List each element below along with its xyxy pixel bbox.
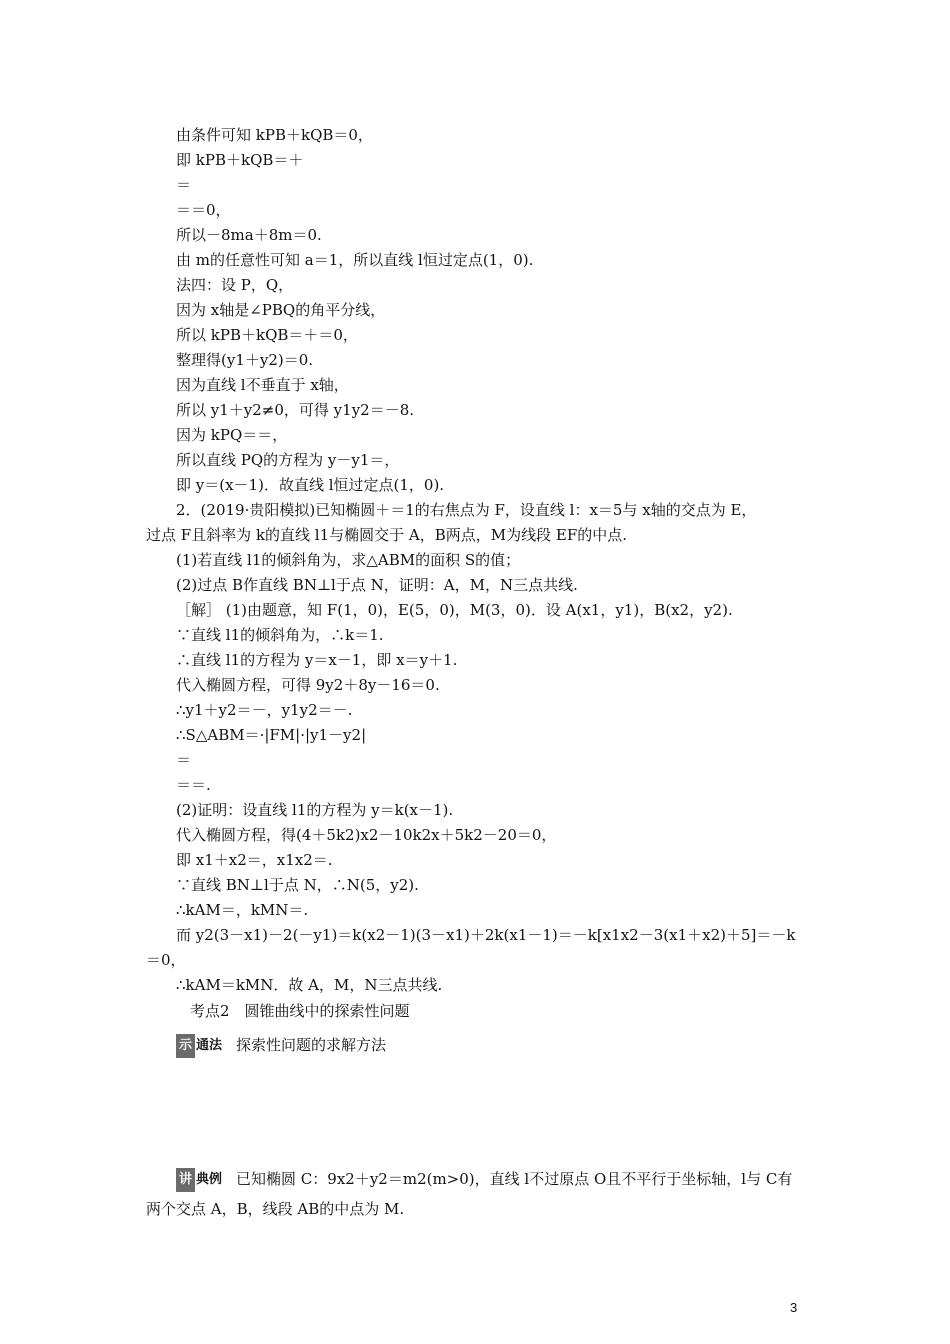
example-mark-box: 讲 [176,1168,195,1192]
method-mark-rest: 通法 [196,1038,223,1053]
solution-line: (2)证明：设直线 l1的方程为 y＝k(x－1). [176,801,454,819]
text-line: 所以直线 PQ的方程为 y－y1＝， [176,451,400,469]
problem-line: 2．(2019·贵阳模拟)已知椭圆＋＝1的右焦点为 F，设直线 l：x＝5与 x轴的交点为 E， [176,501,757,519]
text-line: 法四：设 P，Q， [176,276,294,294]
text-line: 即 kPB＋kQB＝＋ [176,151,304,169]
method-mark-box: 示 [176,1034,195,1058]
solution-line: ∴S△ABM＝·|FM|·|y1－y2| [176,726,367,744]
solution-line: ＝ [176,751,192,769]
text-line: 由条件可知 kPB＋kQB＝0， [176,126,373,144]
example-line: 两个交点 A，B，线段 AB的中点为 M. [146,1200,405,1218]
solution-line: 即 x1＋x2＝，x1x2＝. [176,851,333,869]
text-line: 即 y＝(x－1)．故直线 l恒过定点(1，0). [176,476,445,494]
method-header [176,1034,386,1058]
text-line: 因为 kPQ＝＝， [176,426,288,444]
text-line: 因为直线 l不垂直于 x轴， [176,376,349,394]
solution-line: ＝＝. [176,776,211,794]
problem-line: (2)过点 B作直线 BN⊥l于点 N，证明：A，M，N三点共线. [176,576,578,594]
solution-line: ∴直线 l1的方程为 y＝x－1，即 x＝y＋1. [176,651,458,669]
solution-line: 代入椭圆方程，得(4＋5k2)x2－10k2x＋5k2－20＝0， [176,826,557,844]
problem-line: (1)若直线 l1的倾斜角为，求△ABM的面积 S的值； [176,551,521,569]
example-header-text: 已知椭圆 C：9x2＋y2＝m2(m>0)，直线 l不过原点 O且不平行于坐标轴，l与 C有 [236,1170,793,1188]
solution-line: ∴y1＋y2＝－，y1y2＝－. [176,701,353,719]
solution-line: ∵直线 BN⊥l于点 N，∴N(5，y2). [176,876,419,894]
text-line: 因为 x轴是∠PBQ的角平分线， [176,301,386,319]
text-line: 整理得(y1＋y2)＝0. [176,351,314,369]
example-mark-rest: 典例 [196,1172,223,1187]
solution-line: ∴kAM＝，kMN＝. [176,901,309,919]
solution-line: ＝0， [146,951,186,969]
solution-line: ∵直线 l1的倾斜角为，∴k＝1. [176,626,384,644]
page-number: 3 [790,1300,798,1315]
solution-line: ∴kAM＝kMN．故 A，M，N三点共线. [176,976,443,994]
text-line: 所以 kPB＋kQB＝＋＝0， [176,326,358,344]
solution-line: 而 y2(3－x1)－2(－y1)＝k(x2－1)(3－x1)＋2k(x1－1)＝－k[x1x2－3(x1＋x2)＋5]＝－k [176,926,796,944]
text-line: 由 m的任意性可知 a＝1，所以直线 l恒过定点(1，0). [176,251,534,269]
method-header-text: 探索性问题的求解方法 [236,1036,387,1054]
example-mark [176,1168,222,1192]
solution-line: ［解］ (1)由题意，知 F(1，0)，E(5，0)，M(3，0)．设 A(x1，y1)，B(x2，y2). [176,601,733,619]
solution-line: 代入椭圆方程，可得 9y2＋8y－16＝0. [176,676,440,694]
example-header [176,1168,792,1192]
section-heading: 考点2 圆锥曲线中的探索性问题 [190,1002,410,1020]
method-mark [176,1034,222,1058]
text-line: 所以－8ma＋8m＝0. [176,226,322,244]
text-line: ＝＝0， [176,201,231,219]
problem-line: 过点 F且斜率为 k的直线 l1与椭圆交于 A，B两点，M为线段 EF的中点. [146,526,628,544]
text-line: 所以 y1＋y2≠0，可得 y1y2＝－8. [176,401,415,419]
text-line: ＝ [176,176,192,194]
